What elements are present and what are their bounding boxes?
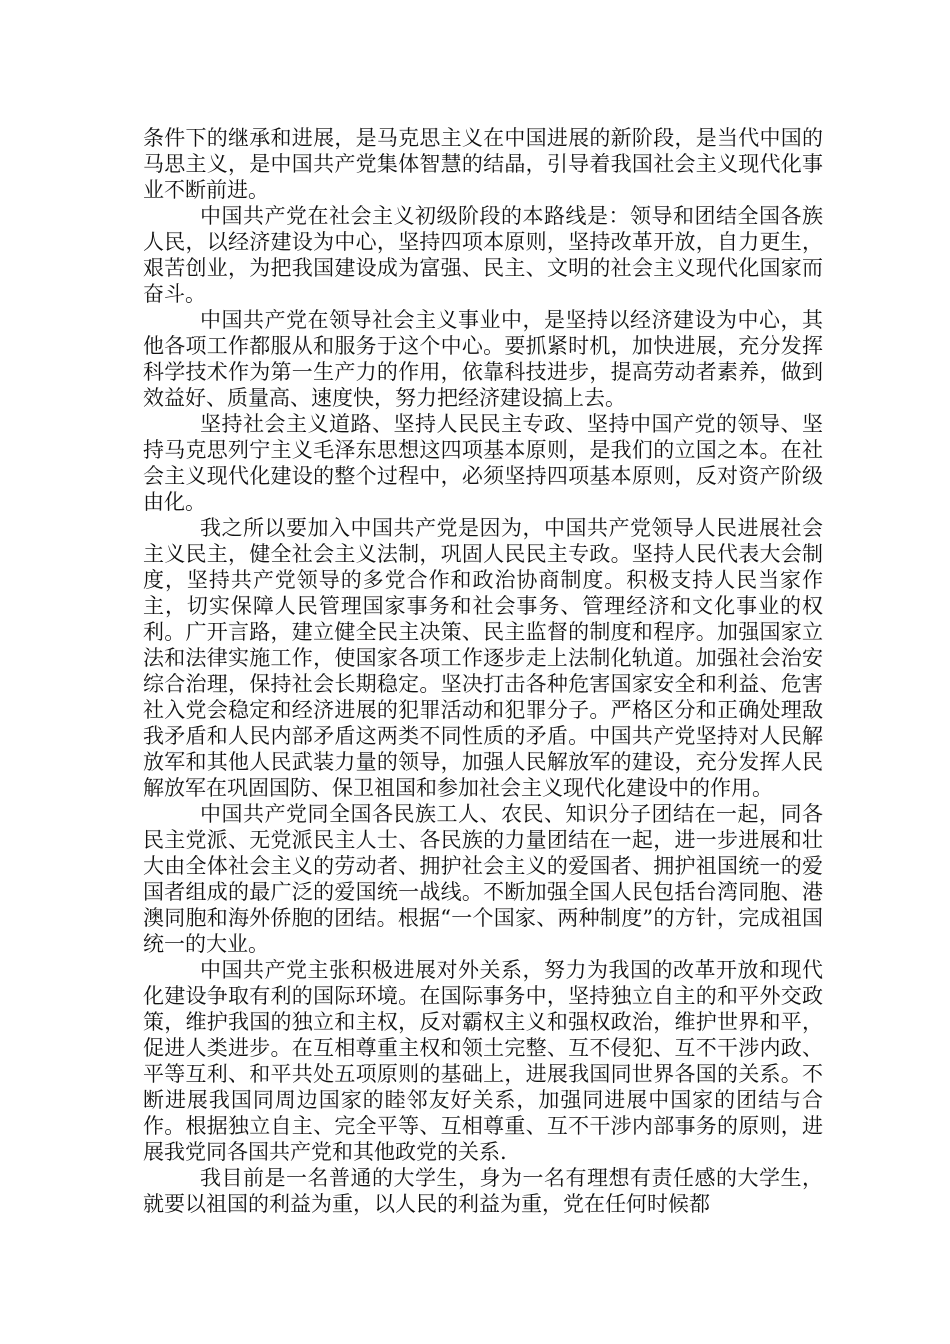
paragraph-5: 我之所以要加入中国共产党是因为，中国共产党领导人民进展社会主义民主，健全社会主义法制，巩固人民民主专政。坚持人民代表大会制度，坚持共产党领导的多党合作和政治协商制度。积极支持人民当家作主，切实保障人民管理国家事务和社会事务、管理经济和文化事业的权利。广开言路，建立健全民主决策、民主监督的制度和程序。加强国家立法和法律实施工作，使国家各项工作逐步走上法制化轨道。加强社会治安综合治理，保持社会长期稳定。坚决打击各种危害国家安全和利益、危害社入党会稳定和经济进展的犯罪活动和犯罪分子。严格区分和正确处理敌我矛盾和人民内部矛盾这两类不同性质的矛盾。中国共产党坚持对人民解放军和其他人民武装力量的领导，加强人民解放军的建设，充分发挥人民解放军在巩固国防、保卫祖国和参加社会主义现代化建设中的作用。 [143,516,823,800]
paragraph-3: 中国共产党在领导社会主义事业中，是坚持以经济建设为中心，其他各项工作都服从和服务于这个中心。要抓紧时机，加快进展，充分发挥科学技术作为第一生产力的作用，依靠科技进步，提高劳动者素养，做到效益好、质量高、速度快，努力把经济建设搞上去。 [143,308,823,410]
paragraph-1: 条件下的继承和进展，是马克思主义在中国进展的新阶段，是当代中国的马思主义，是中国共产党集体智慧的结晶，引导着我国社会主义现代化事业不断前进。 [143,126,823,202]
paragraph-2: 中国共产党在社会主义初级阶段的本路线是：领导和团结全国各族人民，以经济建设为中心，坚持四项本原则，坚持改革开放，自力更生，艰苦创业，为把我国建设成为富强、民主、文明的社会主义现代化国家而奋斗。 [143,204,823,306]
paragraph-6: 中国共产党同全国各民族工人、农民、知识分子团结在一起，同各民主党派、无党派民主人士、各民族的力量团结在一起，进一步进展和壮大由全体社会主义的劳动者、拥护社会主义的爱国者、拥护祖国统一的爱国者组成的最广泛的爱国统一战线。不断加强全国人民包括台湾同胞、港澳同胞和海外侨胞的团结。根据“一个国家、两种制度”的方针，完成祖国统一的大业。 [143,802,823,956]
paragraph-8: 我目前是一名普通的大学生，身为一名有理想有责任感的大学生，就要以祖国的利益为重，以人民的利益为重，党在任何时候都 [143,1166,823,1216]
paragraph-7: 中国共产党主张积极进展对外关系，努力为我国的改革开放和现代化建设争取有利的国际环境。在国际事务中，坚持独立自主的和平外交政策，维护我国的独立和主权，反对霸权主义和强权政治，维护世界和平，促进人类进步。在互相尊重主权和领土完整、互不侵犯、互不干涉内政、平等互利、和平共处五项原则的基础上，进展我国同世界各国的关系。不断进展我国同周边国家的睦邻友好关系，加强同进展中国家的团结与合作。根据独立自主、完全平等、互相尊重、互不干涉内部事务的原则，进展我党同各国共产党和其他政党的关系. [143,958,823,1164]
paragraph-4: 坚持社会主义道路、坚持人民民主专政、坚持中国产党的领导、坚持马克思列宁主义毛泽东思想这四项基本原则，是我们的立国之本。在社会主义现代化建设的整个过程中，必须坚持四项基本原则，反对资产阶级由化。 [143,412,823,514]
document-page [143,125,823,1217]
